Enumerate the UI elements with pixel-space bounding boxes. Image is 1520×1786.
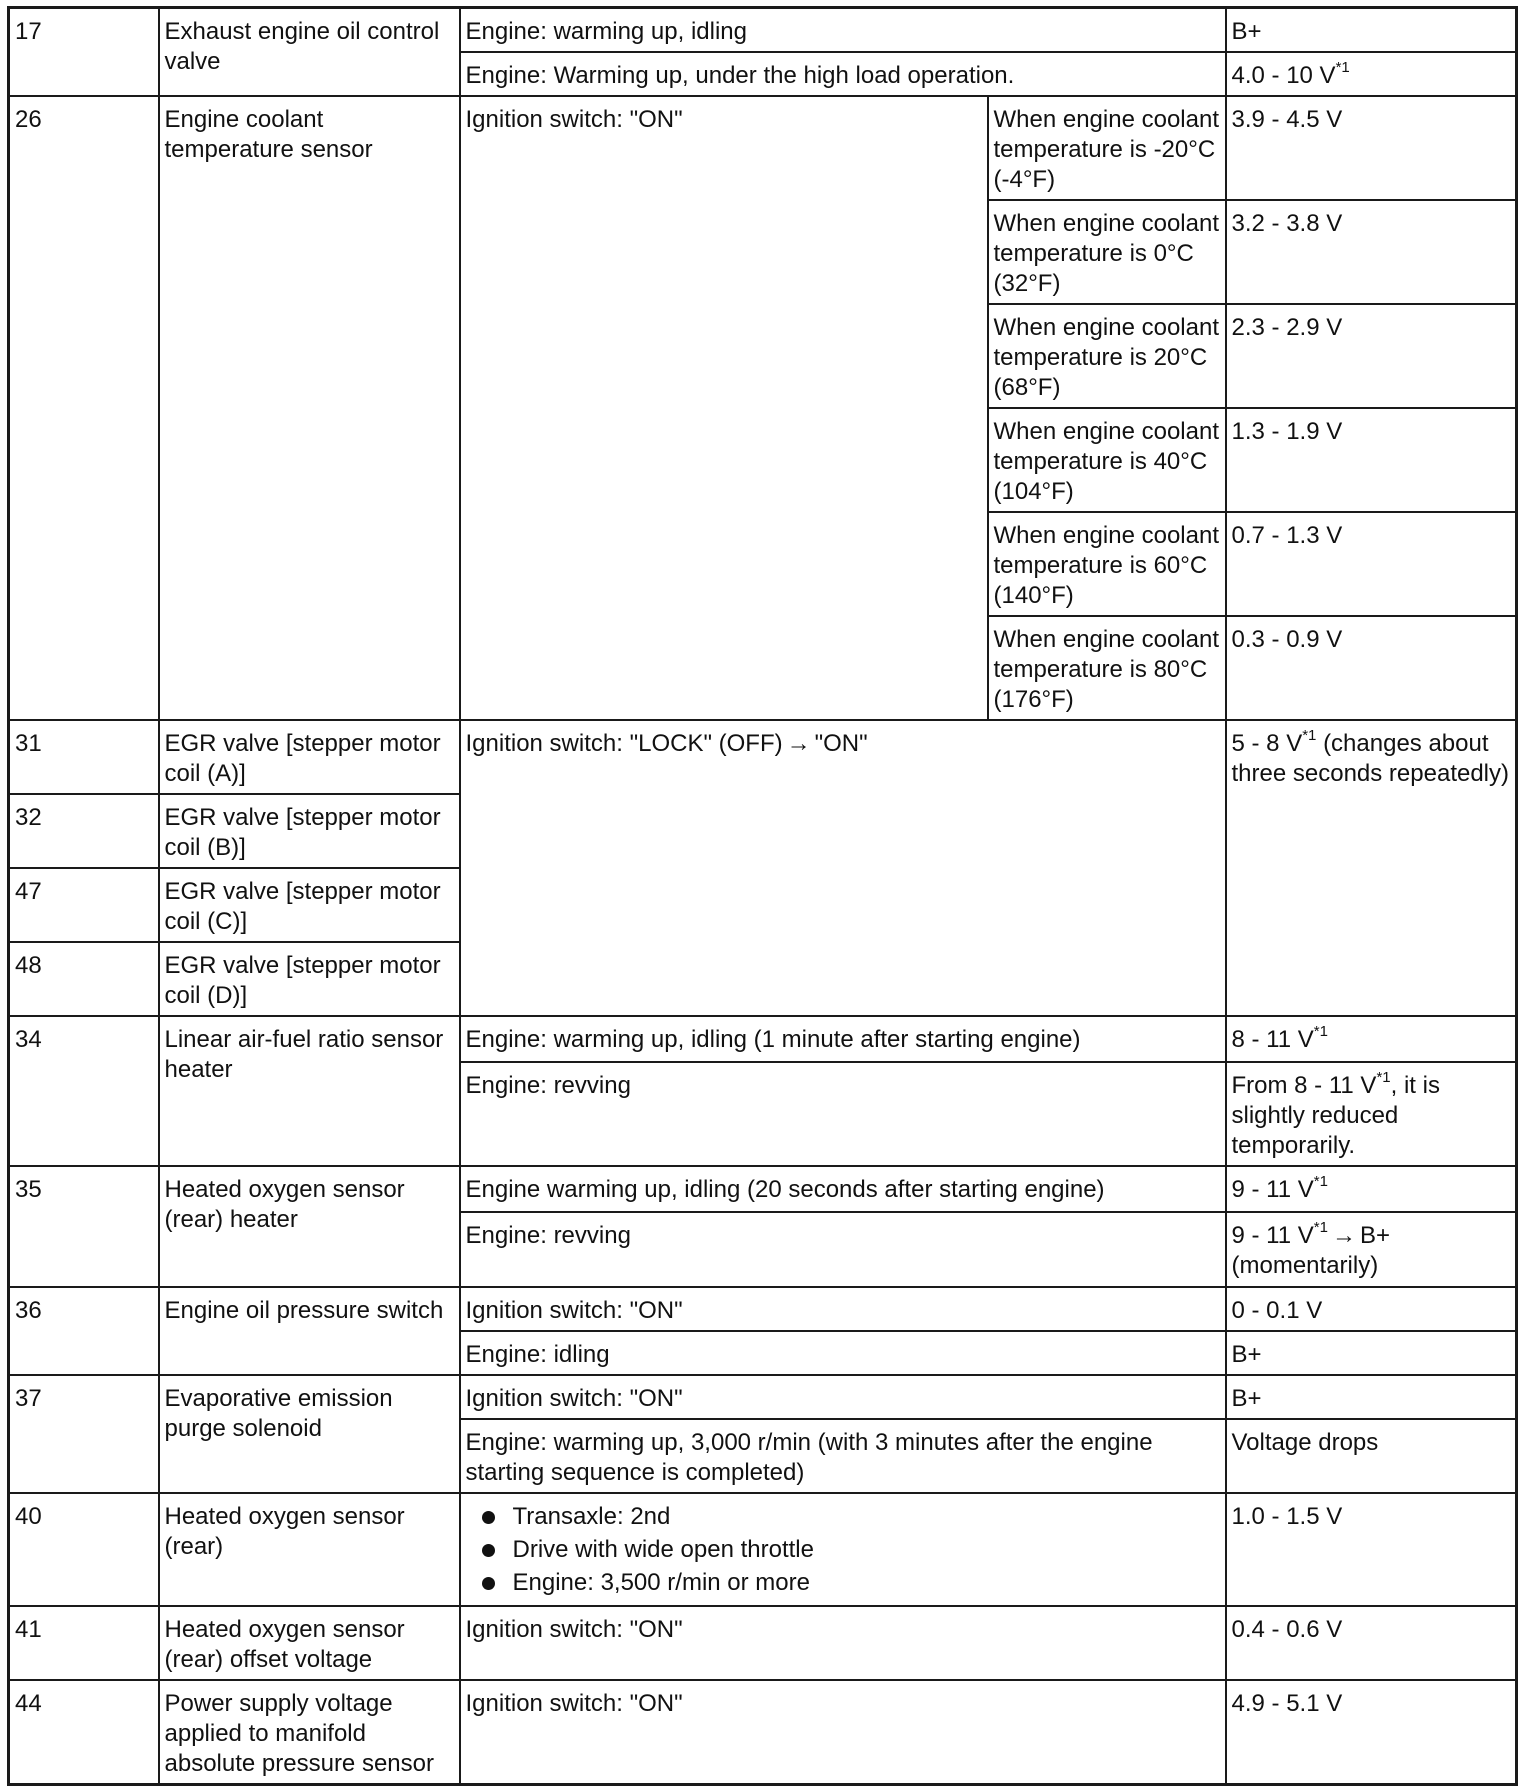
standard-value: 1.0 - 1.5 V [1226,1493,1517,1606]
sub-condition: When engine coolant temperature is -20°C (-4°F) [988,96,1226,200]
check-item: Heated oxygen sensor (rear) heater [159,1166,460,1287]
check-item: Exhaust engine oil control valve [159,8,460,97]
standard-value: 0.3 - 0.9 V [1226,616,1517,720]
standard-value [1226,1016,1517,1062]
list-item [466,1535,1220,1565]
condition: Ignition switch: "ON" [460,96,988,720]
footnote-mark: *1 [1302,727,1317,744]
terminal-number: 41 [9,1606,159,1680]
terminal-number: 34 [9,1016,159,1166]
standard-value: 0.4 - 0.6 V [1226,1606,1517,1680]
bullet-text: Engine: 3,500 r/min or more [512,1569,810,1596]
check-item: EGR valve [stepper motor coil (D)] [159,942,460,1016]
standard-value [1226,720,1517,1016]
footnote-mark: *1 [1313,1023,1328,1040]
standard-value [1226,52,1517,96]
check-item: Heated oxygen sensor (rear) [159,1493,460,1606]
sub-condition: When engine coolant temperature is 80°C (176°F) [988,616,1226,720]
sub-condition: When engine coolant temperature is 20°C (68°F) [988,304,1226,408]
footnote-mark: *1 [1335,59,1350,76]
check-item: Heated oxygen sensor (rear) offset voltage [159,1606,460,1680]
value-text: 5 - 8 V [1231,730,1303,757]
condition: Engine warming up, idling (20 seconds after starting engine) [460,1166,1226,1212]
terminal-number: 35 [9,1166,159,1287]
check-item: Power supply voltage applied to manifold absolute pressure sensor [159,1680,460,1785]
terminal-number: 26 [9,96,159,720]
table-row [9,1493,1517,1606]
check-item: EGR valve [stepper motor coil (A)] [159,720,460,794]
table-row [9,720,1517,794]
sub-condition: When engine coolant temperature is 0°C (32°F) [988,200,1226,304]
value-note: B+ (momentarily) [1231,1222,1390,1279]
condition: Ignition switch: "ON" [460,1680,1226,1785]
check-item: EGR valve [stepper motor coil (B)] [159,794,460,868]
standard-value: 1.3 - 1.9 V [1226,408,1517,512]
table-row [9,1375,1517,1419]
standard-value: 0 - 0.1 V [1226,1287,1517,1331]
standard-value: 3.9 - 4.5 V [1226,96,1517,200]
condition-bullet-list [466,1502,1220,1598]
table-row [9,1166,1517,1212]
condition: Engine: revving [460,1212,1226,1287]
bullet-text: Transaxle: 2nd [512,1503,671,1530]
condition: Engine: Warming up, under the high load operation. [460,52,1226,96]
table-row [9,1287,1517,1331]
standard-value [1226,1062,1517,1166]
bullet-text: Drive with wide open throttle [512,1536,814,1563]
standard-value [1226,1166,1517,1212]
standard-value [1226,1212,1517,1287]
table-row [9,1606,1517,1680]
condition [460,1493,1226,1606]
value-note: , it is slightly reduced temporarily. [1231,1072,1440,1159]
condition: Engine: revving [460,1062,1226,1166]
condition: Engine: idling [460,1331,1226,1375]
sub-condition: When engine coolant temperature is 40°C (104°F) [988,408,1226,512]
terminal-number: 32 [9,794,159,868]
table-row [9,96,1517,200]
condition-from: Ignition switch: "LOCK" (OFF) [465,730,783,757]
right-arrow-icon: → [786,730,811,757]
standard-value: B+ [1226,1375,1517,1419]
terminal-number: 47 [9,868,159,942]
value-text: 4.0 - 10 V [1231,62,1336,89]
condition-to: "ON" [814,730,868,757]
standard-value: 2.3 - 2.9 V [1226,304,1517,408]
footnote-mark: *1 [1376,1069,1391,1086]
terminal-number: 37 [9,1375,159,1493]
value-text: 8 - 11 V [1231,1026,1314,1053]
check-item: Engine coolant temperature sensor [159,96,460,720]
value-text: 9 - 11 V [1231,1176,1314,1203]
table-row [9,1016,1517,1062]
condition: Ignition switch: "ON" [460,1606,1226,1680]
bullet-icon [482,1511,495,1524]
table-row [9,1680,1517,1785]
condition: Ignition switch: "ON" [460,1287,1226,1331]
check-item: Evaporative emission purge solenoid [159,1375,460,1493]
terminal-voltage-table [7,6,1518,1786]
condition: Ignition switch: "ON" [460,1375,1226,1419]
sub-condition: When engine coolant temperature is 60°C (140°F) [988,512,1226,616]
footnote-mark: *1 [1313,1173,1328,1190]
standard-value: B+ [1226,1331,1517,1375]
check-item: EGR valve [stepper motor coil (C)] [159,868,460,942]
value-text: 9 - 11 V [1231,1222,1314,1249]
list-item [466,1502,1220,1532]
table-row [9,8,1517,53]
bullet-icon [482,1544,495,1557]
bullet-icon [482,1577,495,1590]
check-item: Linear air-fuel ratio sensor heater [159,1016,460,1166]
terminal-number: 36 [9,1287,159,1375]
standard-value: Voltage drops [1226,1419,1517,1493]
value-text: From 8 - 11 V [1231,1072,1377,1099]
condition [460,720,1226,1016]
check-item: Engine oil pressure switch [159,1287,460,1375]
right-arrow-icon: → [1331,1222,1356,1249]
terminal-number: 44 [9,1680,159,1785]
standard-value: 0.7 - 1.3 V [1226,512,1517,616]
terminal-number: 48 [9,942,159,1016]
terminal-number: 40 [9,1493,159,1606]
condition: Engine: warming up, idling [460,8,1226,53]
condition: Engine: warming up, idling (1 minute after starting engine) [460,1016,1226,1062]
terminal-voltage-table-page [7,6,1518,1786]
standard-value: 3.2 - 3.8 V [1226,200,1517,304]
terminal-number: 31 [9,720,159,794]
standard-value: 4.9 - 5.1 V [1226,1680,1517,1785]
terminal-number: 17 [9,8,159,97]
condition: Engine: warming up, 3,000 r/min (with 3 minutes after the engine starting sequence is completed) [460,1419,1226,1493]
value-note: (changes about three seconds repeatedly) [1231,730,1509,787]
list-item [466,1568,1220,1598]
standard-value: B+ [1226,8,1517,53]
footnote-mark: *1 [1313,1219,1328,1236]
